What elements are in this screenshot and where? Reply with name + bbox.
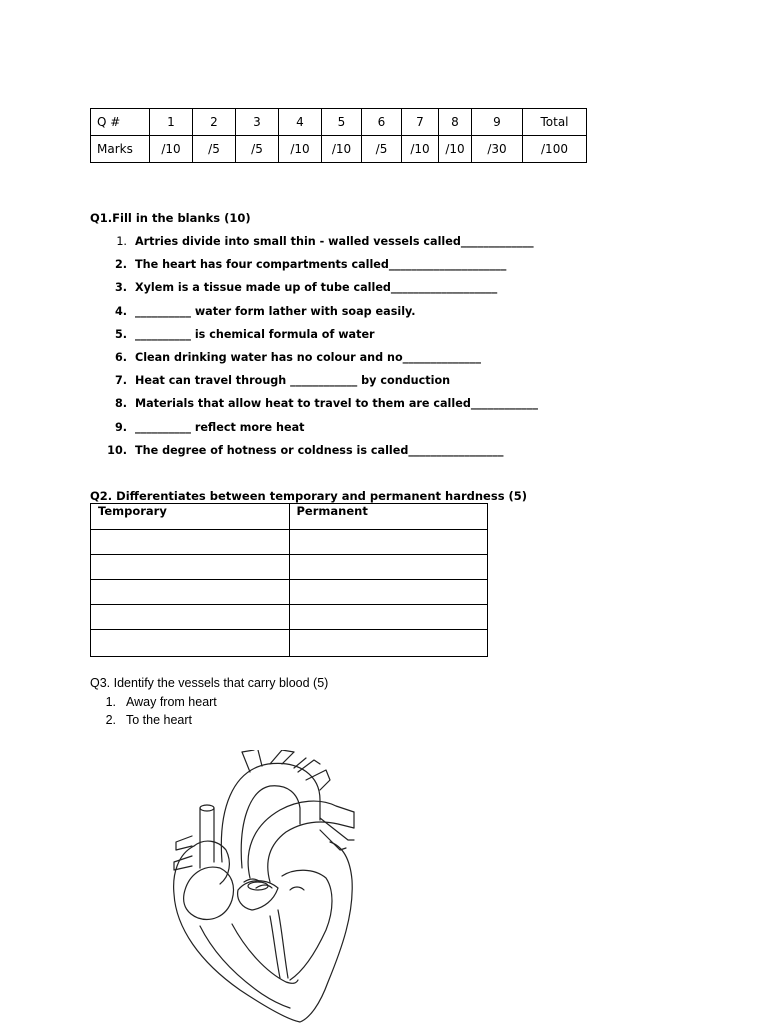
q2-title: Q2. Differentiates between temporary and permanent hardness (5) — [90, 489, 528, 503]
marks-header-cell: 1 — [150, 109, 193, 136]
item-number: 1. — [105, 695, 116, 709]
answer-cell[interactable] — [289, 605, 488, 630]
list-item — [90, 253, 650, 276]
marks-cell: /10 — [150, 136, 193, 163]
answer-cell[interactable] — [289, 630, 488, 657]
item-text: __________ water form lather with soap easily. — [135, 304, 416, 318]
answer-cell[interactable] — [91, 630, 290, 657]
marks-header-cell: 3 — [236, 109, 279, 136]
item-text: Away from heart — [126, 695, 217, 709]
marks-table-marks-row — [91, 136, 587, 163]
marks-header-cell: 9 — [472, 109, 523, 136]
marks-cell: /5 — [193, 136, 236, 163]
marks-header-cell: 2 — [193, 109, 236, 136]
list-item — [90, 369, 650, 392]
item-text: Heat can travel through ____________ by conduction — [135, 374, 451, 388]
item-text: The heart has four compartments called_____________________ — [135, 258, 507, 272]
table-row — [91, 530, 488, 555]
marks-header-cell: Total — [523, 109, 587, 136]
list-item — [90, 392, 650, 415]
list-item — [90, 323, 650, 346]
marks-cell: /30 — [472, 136, 523, 163]
item-number: 3. — [114, 281, 127, 295]
item-number: 6. — [114, 350, 127, 364]
item-text: Xylem is a tissue made up of tube called___________________ — [135, 281, 498, 295]
q3-list — [90, 693, 217, 729]
table-row — [91, 555, 488, 580]
answer-cell[interactable] — [91, 605, 290, 630]
list-item — [90, 693, 217, 711]
list-item — [90, 276, 650, 299]
marks-cell: /5 — [236, 136, 279, 163]
answer-cell[interactable] — [91, 555, 290, 580]
marks-header-cell: 5 — [322, 109, 362, 136]
table-row — [91, 605, 488, 630]
item-number: 4. — [114, 304, 127, 318]
answer-cell[interactable] — [289, 580, 488, 605]
list-item — [90, 346, 650, 369]
answer-cell[interactable] — [289, 555, 488, 580]
item-number: 2. — [105, 713, 116, 727]
q1-title: Q1.Fill in the blanks (10) — [90, 211, 251, 225]
marks-cell: /10 — [322, 136, 362, 163]
answer-cell[interactable] — [91, 530, 290, 555]
q1-blanks-list — [90, 230, 650, 462]
heart-diagram-icon — [170, 750, 370, 1024]
item-text: The degree of hotness or coldness is called_________________ — [135, 443, 504, 457]
item-text: Materials that allow heat to travel to them are called____________ — [135, 397, 538, 411]
marks-header-cell: 8 — [439, 109, 472, 136]
item-number: 2. — [114, 258, 127, 272]
item-text: __________ reflect more heat — [135, 420, 305, 434]
item-text: Clean drinking water has no colour and no______________ — [135, 350, 481, 364]
marks-header-cell: 4 — [279, 109, 322, 136]
item-text: Artries divide into small thin - walled vessels called_____________ — [135, 235, 534, 248]
answer-cell[interactable] — [289, 530, 488, 555]
permanent-column-header: Permanent — [289, 504, 488, 530]
hardness-table-header-row — [91, 504, 488, 530]
marks-cell: /5 — [362, 136, 402, 163]
table-row — [91, 630, 488, 657]
answer-cell[interactable] — [91, 580, 290, 605]
marks-header-cell: Q # — [91, 109, 150, 136]
list-item — [90, 711, 217, 729]
temporary-column-header: Temporary — [91, 504, 290, 530]
item-number: 7. — [114, 374, 127, 388]
marks-cell: /10 — [439, 136, 472, 163]
marks-cell: /10 — [402, 136, 439, 163]
item-number: 9. — [114, 420, 127, 434]
hardness-table — [90, 503, 488, 657]
table-row — [91, 580, 488, 605]
item-text: __________ is chemical formula of water — [135, 327, 375, 341]
marks-cell: Marks — [91, 136, 150, 163]
marks-header-cell: 6 — [362, 109, 402, 136]
marks-table-header-row — [91, 109, 587, 136]
marks-header-cell: 7 — [402, 109, 439, 136]
item-number: 8. — [114, 397, 127, 411]
list-item — [90, 230, 650, 253]
marks-table — [90, 108, 587, 163]
list-item — [90, 439, 650, 462]
item-number: 10. — [107, 443, 127, 457]
item-number: 1. — [116, 235, 127, 248]
marks-cell: /10 — [279, 136, 322, 163]
marks-cell: /100 — [523, 136, 587, 163]
item-text: To the heart — [126, 713, 193, 727]
item-number: 5. — [114, 327, 127, 341]
q3-title: Q3. Identify the vessels that carry blood (5) — [90, 676, 329, 690]
list-item — [90, 416, 650, 439]
list-item — [90, 300, 650, 323]
